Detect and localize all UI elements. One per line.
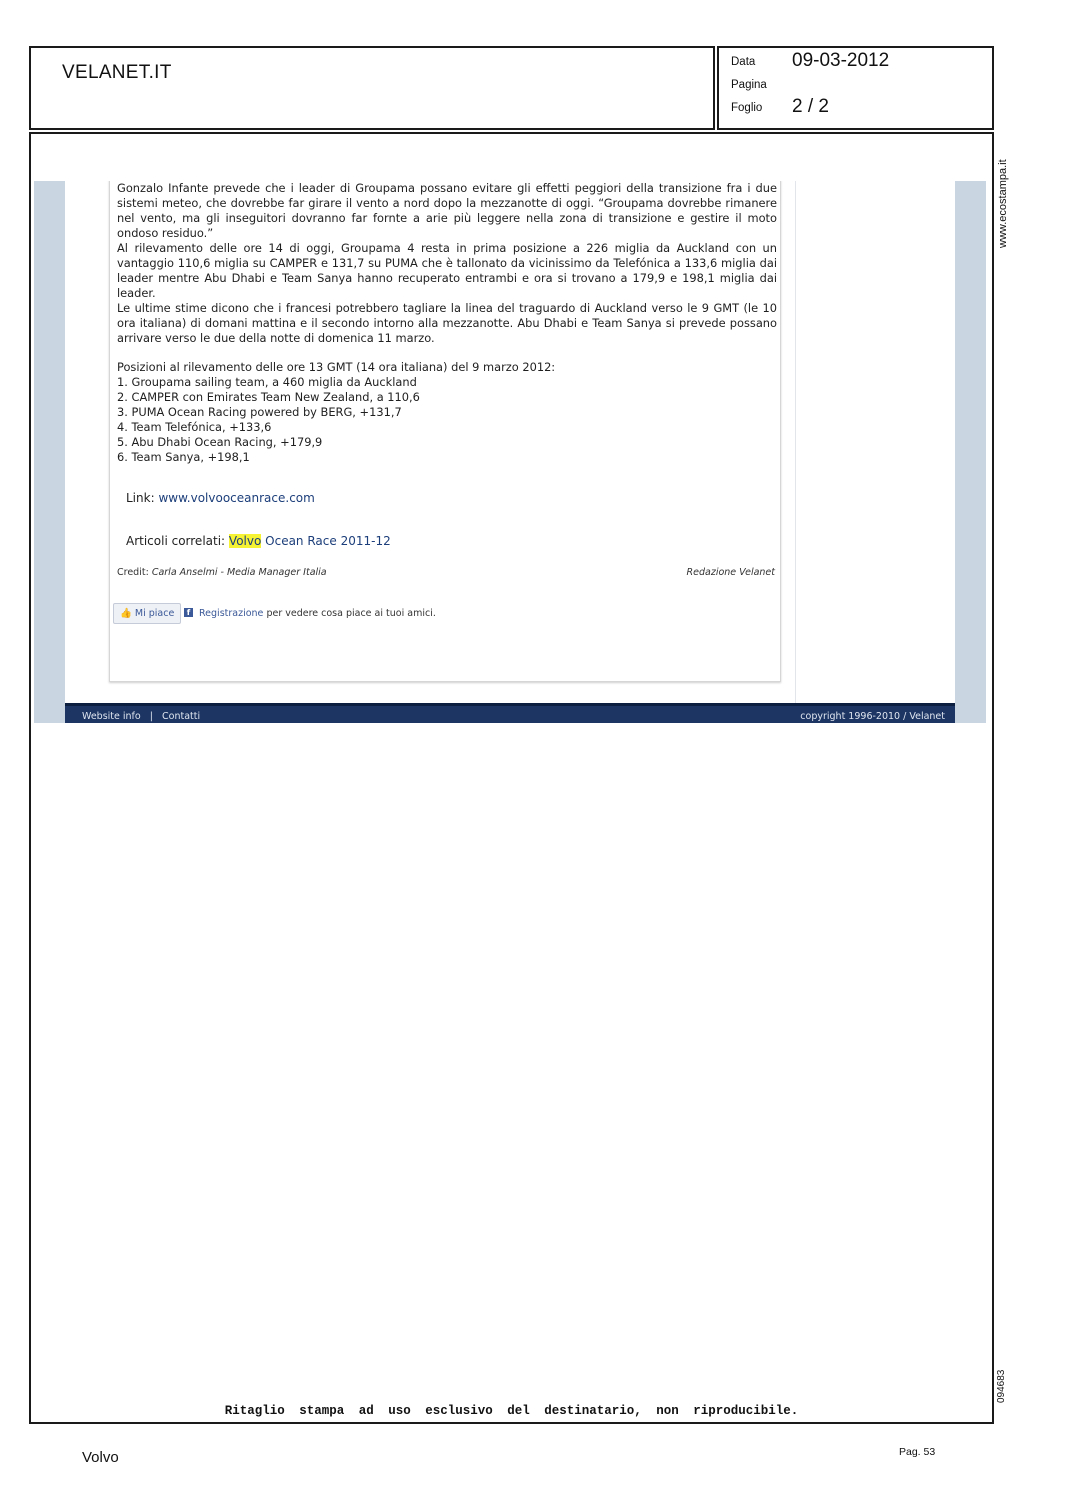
credit-label: Credit: [117,567,149,578]
publication-header [29,46,715,130]
register-prompt [199,608,436,619]
footer-page-number: Pag. 53 [899,1446,936,1458]
data-value: 09-03-2012 [792,50,890,71]
list-item: 3. PUMA Ocean Racing powered by BERG, +131,7 [117,405,402,419]
related-highlight[interactable]: Volvo [228,534,262,548]
data-label: Data [731,56,756,68]
register-text: per vedere cosa piace ai tuoi amici. [266,608,436,619]
credit-row [117,567,775,578]
list-item: 6. Team Sanya, +198,1 [117,450,250,464]
right-column-divider [795,181,796,703]
publication-name: VELANET.IT [62,62,172,83]
article-screenshot [34,181,986,723]
site-copyright: copyright 1996-2010 / Velanet [800,711,945,722]
editor-name: Redazione Velanet [686,567,775,578]
list-item: 5. Abu Dhabi Ocean Racing, +179,9 [117,435,323,449]
foglio-label: Foglio [731,102,763,114]
volvo-ocean-race-link[interactable]: www.volvooceanrace.com [158,491,315,505]
list-item: 2. CAMPER con Emirates Team New Zealand, a 110,6 [117,390,420,404]
ecostampa-website: www.ecostampa.it [997,159,1009,248]
article-paragraph-3: Le ultime stime dicono che i francesi potrebbero tagliare la linea del traguardo di Auckland verso le 9 GMT (le 10 ora italiana) di domani mattina e il secondo intorno alla mezzanotte. Abu Dhabi e Team Sanya si prevede possano arrivare verso le due della notte di domenica 11 marzo. [117,301,777,345]
footer-topic: Volvo [82,1449,119,1466]
site-footer-bar [65,703,955,723]
disclaimer: Ritaglio stampa ad uso esclusivo del destinatario, non riproducibile. [224,1404,799,1418]
credit-value: Carla Anselmi - Media Manager Italia [151,567,327,578]
positions-list [117,360,777,465]
article-paragraph-1: Gonzalo Infante prevede che i leader di Groupama possano evitare gli effetti peggiori della transizione fra i due sistemi meteo, che dovrebbe far girare il vento a nord dopo la mezzanotte di oggi. “Groupama dovrebbe rimanere nel vento, ma gli inseguitori dovranno far fornte a arie più leggere nella zona di transizione e gestire il moto ondoso residuo.” [117,181,777,240]
pagina-label: Pagina [731,79,767,91]
related-article-link[interactable]: Ocean Race 2011-12 [265,534,391,548]
meta-header [717,46,994,130]
like-label: Mi piace [134,608,175,619]
thumbs-up-icon: 👍 [120,608,132,619]
link-row [126,491,786,506]
list-item: 4. Team Telefónica, +133,6 [117,420,272,434]
related-label: Articoli correlati: [126,534,226,548]
clipping-code: 094683 [996,1369,1007,1403]
like-button[interactable] [113,603,181,624]
list-item: 1. Groupama sailing team, a 460 miglia da Auckland [117,375,417,389]
positions-title: Posizioni al rilevamento delle ore 13 GMT (14 ora italiana) del 9 marzo 2012: [117,360,556,374]
site-footer-links[interactable]: Website info | Contatti [82,711,201,722]
article-paragraph-2: Al rilevamento delle ore 14 di oggi, Groupama 4 resta in prima posizione a 226 miglia da Auckland con un vantaggio 110,6 miglia su CAMPER e 131,7 su PUMA che è tallonato da vicinissimo da Telefónica a 133,6 miglia dai leader mentre Abu Dhabi e Team Sanya hanno recuperato entrambi e ora si trovano a 179,9 e 198,1 miglia dai leader. [117,241,777,300]
facebook-icon: f [184,608,193,617]
register-link[interactable]: Registrazione [199,608,264,619]
web-page [65,181,955,723]
foglio-value: 2 / 2 [792,96,829,117]
related-articles-row [126,534,786,549]
link-label: Link: [126,491,155,505]
